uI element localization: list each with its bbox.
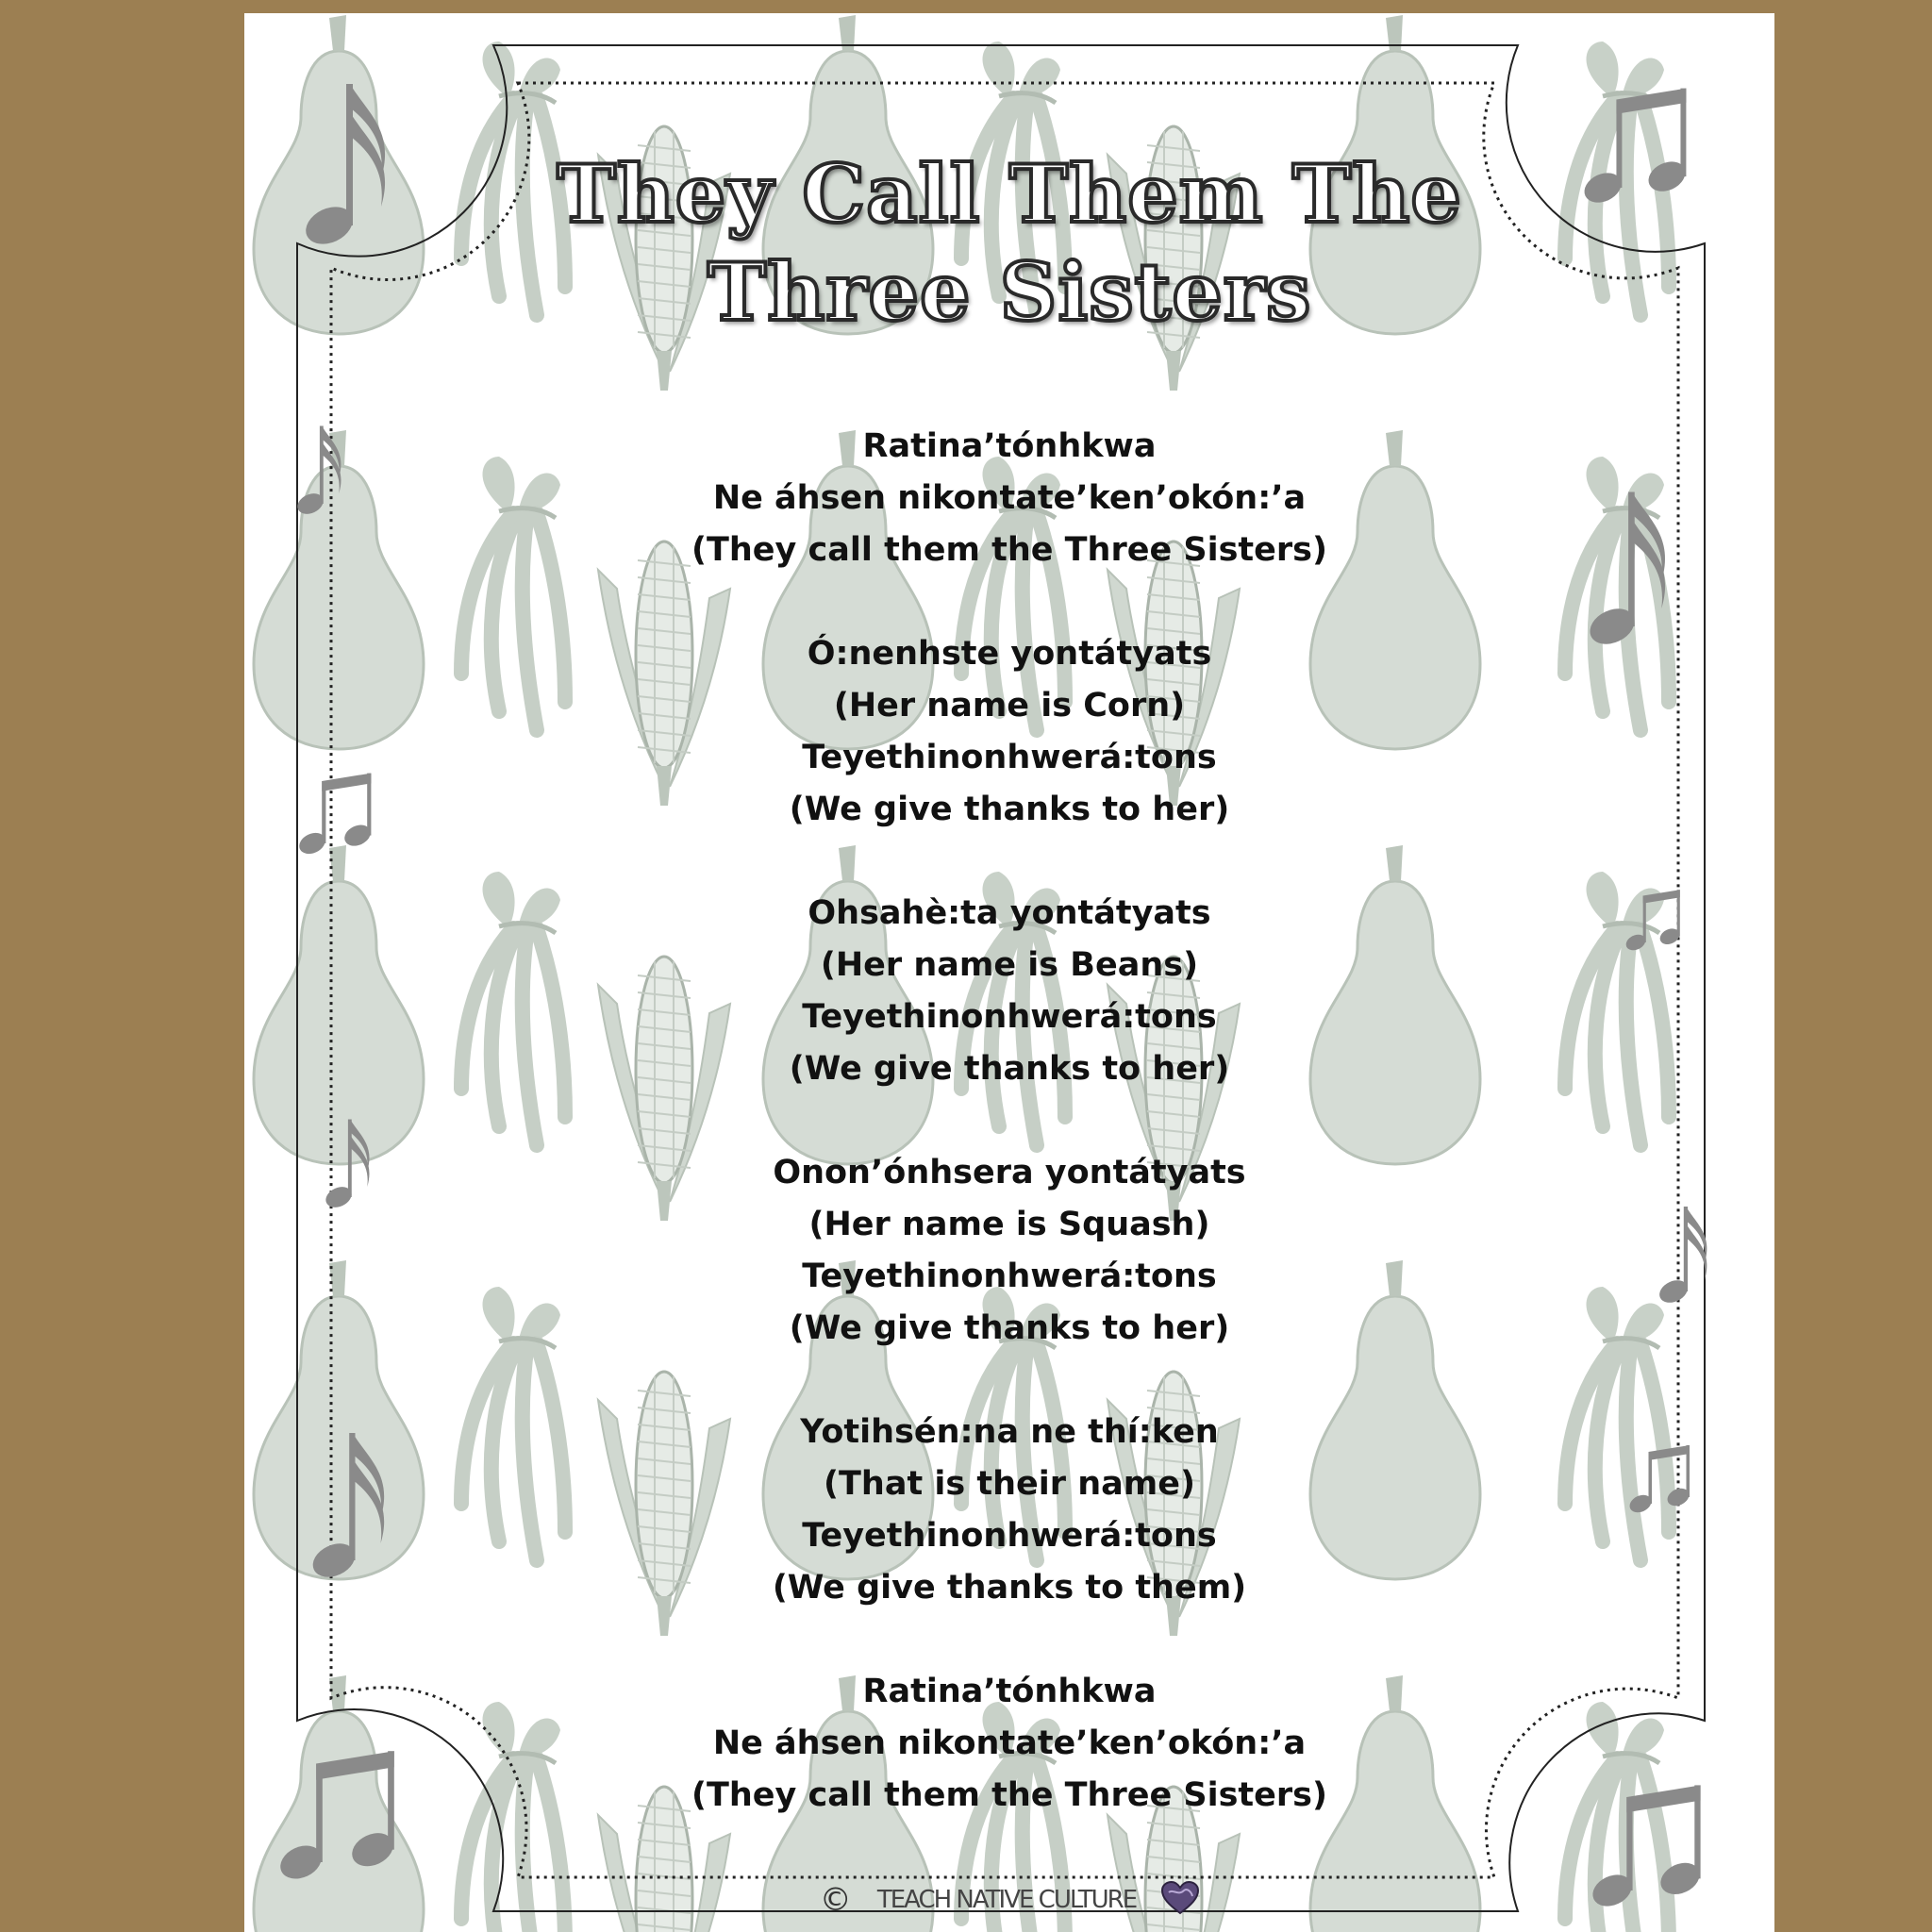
lyric-line: Teyethinonhwerá:tons — [802, 1257, 1217, 1295]
lyric-line: (Her name is Corn) — [833, 687, 1186, 724]
lyric-line: (We give thanks to her) — [789, 1050, 1230, 1088]
brand-name: TEACH NATIVE CULTURE — [876, 1886, 1137, 1914]
lyric-line: Onon’ónhsera yontátyats — [773, 1154, 1246, 1191]
stanza — [244, 421, 1774, 576]
lyric-line: Yotihsén:na ne thí:ken — [800, 1413, 1219, 1451]
lyric-line: Ratina’tónhkwa — [862, 1673, 1157, 1710]
title-line-2: Three Sisters — [707, 245, 1312, 339]
heart-logo-icon — [1161, 1881, 1199, 1919]
lyric-line: (They call them the Three Sisters) — [691, 531, 1327, 569]
stanza — [244, 628, 1774, 836]
lyric-line: Ratina’tónhkwa — [862, 427, 1157, 465]
lyric-line: Ne áhsen nikontate’ken’okón:’a — [712, 1724, 1307, 1762]
stanza — [244, 1407, 1774, 1614]
copyright-symbol: © — [819, 1881, 852, 1919]
title-line-1: They Call Them The — [557, 147, 1462, 241]
lyric-line: Teyethinonhwerá:tons — [802, 1517, 1217, 1555]
lyric-line: Ohsahè:ta yontátyats — [808, 894, 1211, 932]
stanza — [244, 888, 1774, 1095]
lyric-line: Teyethinonhwerá:tons — [802, 998, 1217, 1036]
lyric-line: Teyethinonhwerá:tons — [802, 739, 1217, 776]
lyric-line: (Her name is Beans) — [820, 946, 1199, 984]
lyric-line: (We give thanks to her) — [789, 1309, 1230, 1347]
song-lyrics — [244, 421, 1774, 1874]
lyric-line: (We give thanks to them) — [772, 1569, 1247, 1607]
stanza — [244, 1147, 1774, 1355]
footer — [244, 1881, 1774, 1919]
lyric-line: Ne áhsen nikontate’ken’okón:’a — [712, 479, 1307, 517]
lyric-line: (That is their name) — [824, 1465, 1195, 1503]
lyric-line: (Her name is Squash) — [808, 1206, 1210, 1243]
page-title — [244, 145, 1774, 341]
stanza — [244, 1666, 1774, 1822]
worksheet-page — [244, 13, 1774, 1932]
lyric-line: Ó:nenhste yontátyats — [807, 635, 1212, 673]
lyric-line: (They call them the Three Sisters) — [691, 1776, 1327, 1814]
lyric-line: (We give thanks to her) — [789, 791, 1230, 828]
